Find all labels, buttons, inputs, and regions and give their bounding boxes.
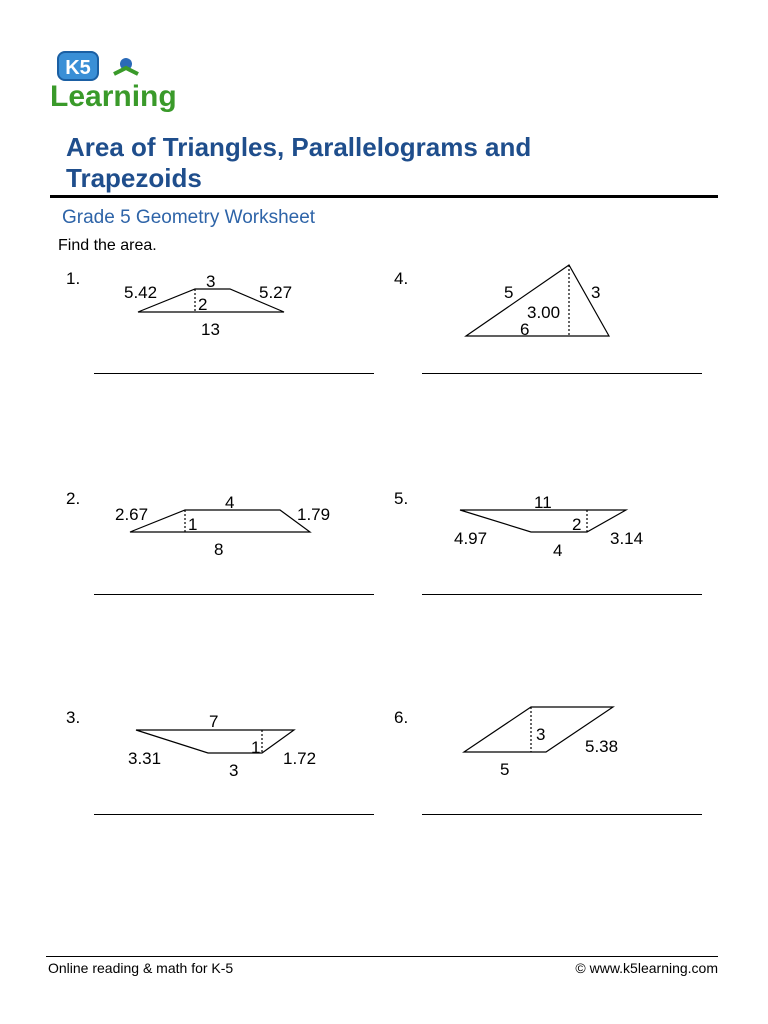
problem-5-side-right: 3.14 <box>610 529 644 548</box>
problem-4-height: 3.00 <box>527 303 561 322</box>
logo-word: Learning <box>50 80 177 112</box>
figure-4-triangle <box>466 265 609 336</box>
problem-4-base: 6 <box>520 320 530 339</box>
figure-2-trapezoid <box>130 510 310 532</box>
problem-4-number: 4. <box>394 269 409 288</box>
problem-6-height: 3 <box>536 725 546 744</box>
problem-2-side-right: 1.79 <box>297 505 331 524</box>
problem-3-height: 1 <box>251 738 261 757</box>
problem-1-side-left: 5.42 <box>124 283 158 302</box>
problem-1-top: 3 <box>206 272 216 291</box>
problem-3-base: 3 <box>229 761 239 780</box>
problem-2-top: 4 <box>225 493 235 512</box>
problem-5-number: 5. <box>394 489 409 508</box>
problem-3-answer-line[interactable] <box>94 814 374 815</box>
problem-3-number: 3. <box>66 708 81 727</box>
instruction: Find the area. <box>58 237 157 254</box>
problem-2-side-left: 2.67 <box>115 505 149 524</box>
logo-badge: K5 <box>65 57 91 79</box>
problem-5-height: 2 <box>572 515 582 534</box>
footer-tagline: Online reading & math for K-5 <box>48 960 234 976</box>
problem-6-number: 6. <box>394 708 409 727</box>
footer-website-link[interactable]: © www.k5learning.com <box>575 960 718 976</box>
problem-6-side: 5.38 <box>585 737 619 756</box>
problem-3-side-left: 3.31 <box>128 749 162 768</box>
page-title: Area of Triangles, Parallelograms and Trapezoids <box>66 132 532 193</box>
problem-2-height: 1 <box>188 515 198 534</box>
problem-5-top: 11 <box>534 493 552 512</box>
problem-2-base: 8 <box>214 540 224 559</box>
problem-1-number: 1. <box>66 269 81 288</box>
page-subtitle: Grade 5 Geometry Worksheet <box>62 207 316 228</box>
problem-1-side-right: 5.27 <box>259 283 293 302</box>
problem-2-answer-line[interactable] <box>94 594 374 595</box>
problem-3-top: 7 <box>209 712 219 731</box>
problem-6-answer-line[interactable] <box>422 814 702 815</box>
problem-5-side-left: 4.97 <box>454 529 488 548</box>
problem-1-base: 13 <box>201 320 220 339</box>
footer-rule <box>46 956 718 957</box>
problem-4-answer-line[interactable] <box>422 373 702 374</box>
problem-2-number: 2. <box>66 489 81 508</box>
problem-6-base: 5 <box>500 760 510 779</box>
problem-4-side-left: 5 <box>504 283 514 302</box>
problem-1-answer-line[interactable] <box>94 373 374 374</box>
problem-5-answer-line[interactable] <box>422 594 702 595</box>
problem-1-height: 2 <box>198 295 208 314</box>
problem-3-side-right: 1.72 <box>283 749 317 768</box>
problem-4-side-right: 3 <box>591 283 601 302</box>
problem-5-base: 4 <box>553 541 563 560</box>
